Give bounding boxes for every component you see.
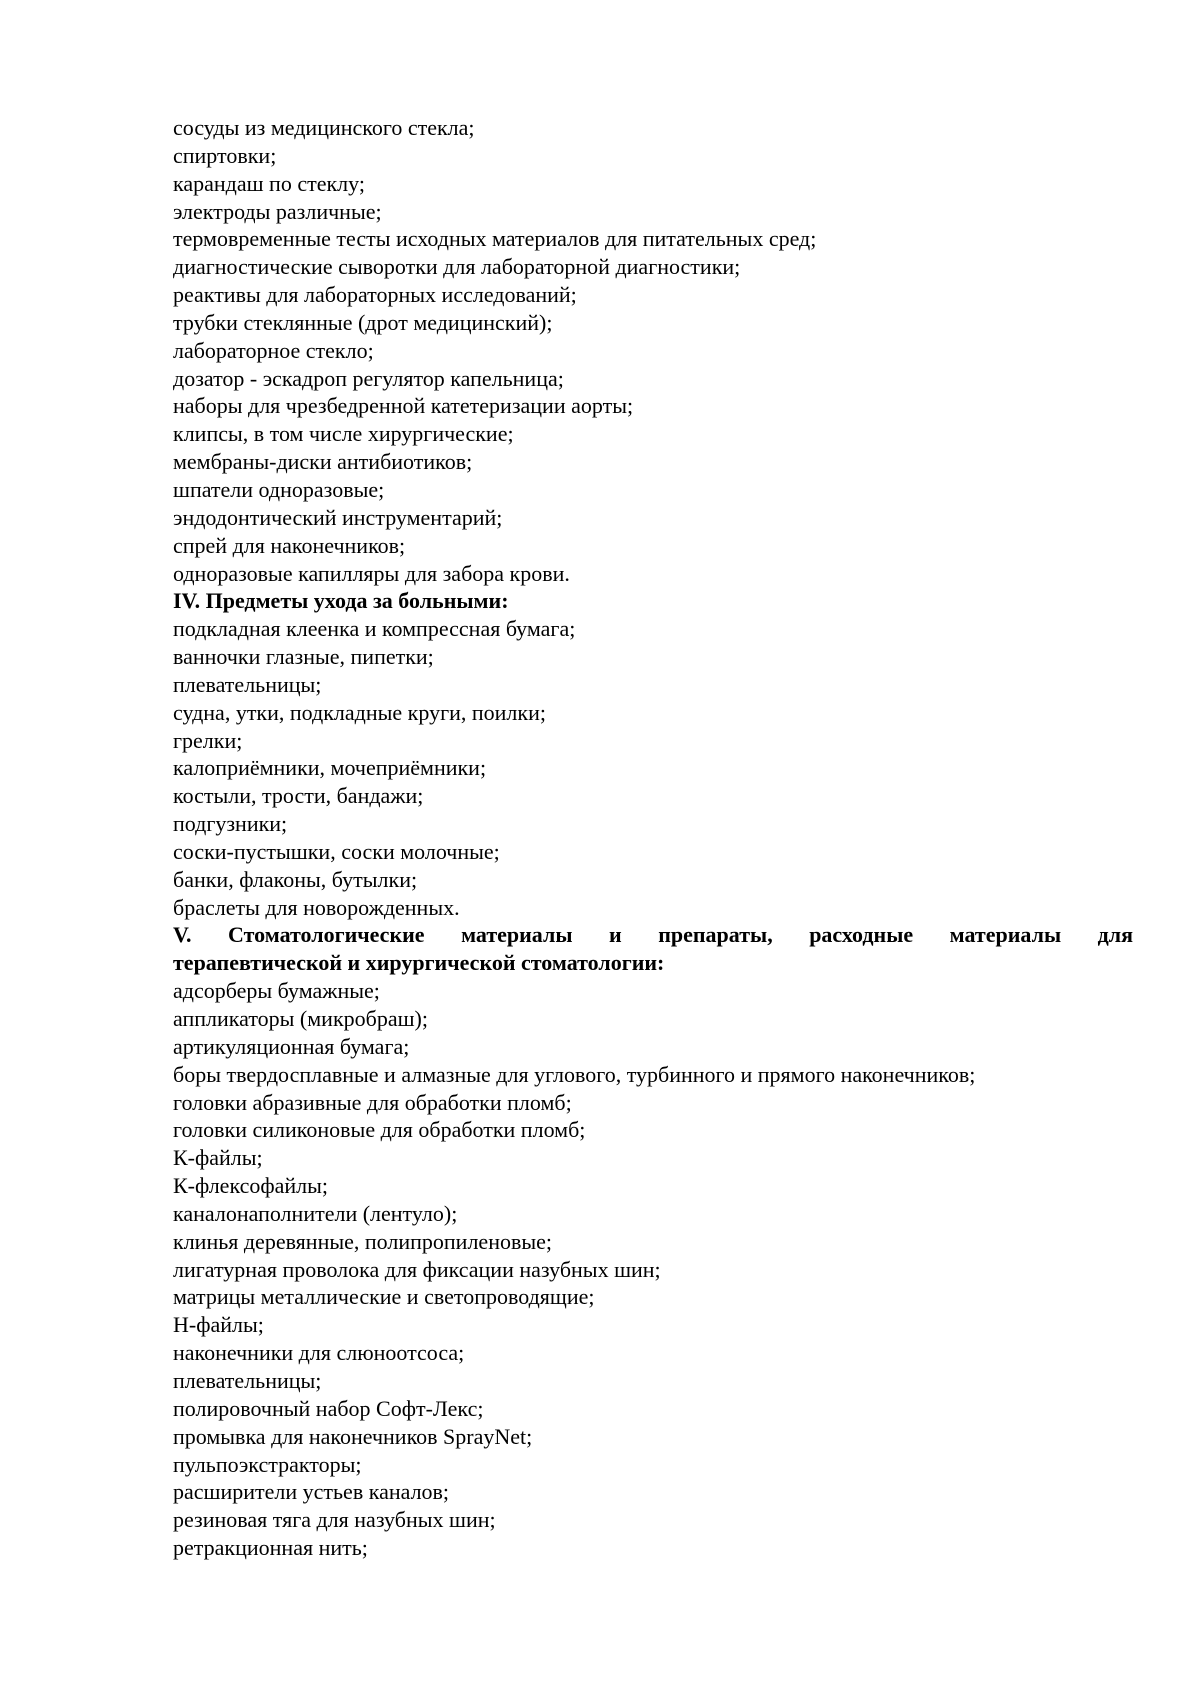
list-item: одноразовые капилляры для забора крови. — [173, 560, 570, 586]
list-item: костыли, трости, бандажи; — [173, 783, 424, 809]
list-item: соски-пустышки, соски молочные; — [173, 838, 500, 864]
list-item: банки, флаконы, бутылки; — [173, 866, 418, 892]
list-item: браслеты для новорожденных. — [173, 894, 460, 920]
list-item: расширители устьев каналов; — [173, 1479, 450, 1505]
list-item: лигатурная проволока для фиксации назубных шин; — [173, 1256, 661, 1282]
list-item: мембраны-диски антибиотиков; — [173, 449, 473, 475]
heading-word: материалы — [949, 922, 1062, 948]
list-item: наконечники для слюноотсоса; — [173, 1340, 465, 1366]
list-item: адсорберы бумажные; — [173, 978, 380, 1004]
list-item: головки абразивные для обработки пломб; — [173, 1089, 572, 1115]
heading-word: материалы — [461, 922, 573, 948]
list-item: подкладная клеенка и компрессная бумага; — [173, 616, 576, 642]
list-item: термовременные тесты исходных материалов для питательных сред; — [173, 226, 817, 252]
list-item: диагностические сыворотки для лабораторной диагностики; — [173, 254, 741, 280]
list-item: Н-файлы; — [173, 1312, 264, 1338]
list-item: трубки стеклянные (дрот медицинский); — [173, 309, 553, 335]
list-item: К-флексофайлы; — [173, 1173, 329, 1199]
heading-word: Стоматологические — [228, 922, 425, 948]
list-item: подгузники; — [173, 811, 288, 837]
list-item: плевательницы; — [173, 671, 322, 697]
section-3-item-list — [173, 114, 1133, 587]
list-item: наборы для чрезбедренной катетеризации аорты; — [173, 393, 634, 419]
list-item: каналонаполнители (лентуло); — [173, 1200, 458, 1226]
list-item: пульпоэкстракторы; — [173, 1451, 362, 1477]
section-4 — [173, 587, 1133, 921]
section-5-heading-line-1 — [173, 921, 1133, 949]
list-item: клипсы, в том числе хирургические; — [173, 421, 514, 447]
list-item: сосуды из медицинского стекла; — [173, 115, 475, 140]
list-item: калоприёмники, мочеприёмники; — [173, 755, 487, 781]
heading-word: V. — [173, 922, 192, 948]
list-item: лабораторное стекло; — [173, 337, 374, 363]
list-item: ванночки глазные, пипетки; — [173, 644, 434, 670]
list-item: боры твердосплавные и алмазные для углового, турбинного и прямого наконечников; — [173, 1061, 976, 1087]
list-item: аппликаторы (микробраш); — [173, 1006, 428, 1031]
heading-word: и — [609, 922, 622, 948]
list-item: резиновая тяга для назубных шин; — [173, 1507, 496, 1533]
list-item: полировочный набор Софт-Лекс; — [173, 1395, 484, 1421]
list-item: плевательницы; — [173, 1367, 322, 1393]
list-item: эндодонтический инструментарий; — [173, 504, 503, 530]
section-4-heading: IV. Предметы ухода за больными: — [173, 588, 509, 614]
list-item: матрицы металлические и светопроводящие; — [173, 1284, 595, 1310]
list-item: промывка для наконечников SprayNet; — [173, 1423, 533, 1449]
list-item: карандаш по стеклу; — [173, 170, 365, 196]
list-item: артикуляционная бумага; — [173, 1033, 410, 1059]
list-item: реактивы для лабораторных исследований; — [173, 282, 577, 308]
section-5-heading-line-2: терапевтической и хирургической стоматологии: — [173, 950, 665, 976]
list-item: спиртовки; — [173, 142, 277, 168]
list-item: клинья деревянные, полипропиленовые; — [173, 1228, 553, 1254]
list-item: спрей для наконечников; — [173, 532, 406, 558]
list-item: электроды различные; — [173, 198, 382, 224]
list-item: дозатор - эскадроп регулятор капельница; — [173, 365, 564, 391]
heading-word: препараты, — [658, 922, 773, 948]
list-item: шпатели одноразовые; — [173, 476, 385, 502]
section-5 — [173, 921, 1133, 1561]
section-5-heading — [173, 921, 1133, 977]
heading-word: расходные — [809, 922, 914, 948]
document-body — [173, 114, 1133, 1562]
heading-word: для — [1097, 922, 1133, 948]
list-item: ретракционная нить; — [173, 1535, 368, 1561]
list-item: головки силиконовые для обработки пломб; — [173, 1117, 586, 1143]
list-item: судна, утки, подкладные круги, поилки; — [173, 699, 546, 725]
list-item: грелки; — [173, 727, 243, 753]
list-item: К-файлы; — [173, 1145, 263, 1171]
